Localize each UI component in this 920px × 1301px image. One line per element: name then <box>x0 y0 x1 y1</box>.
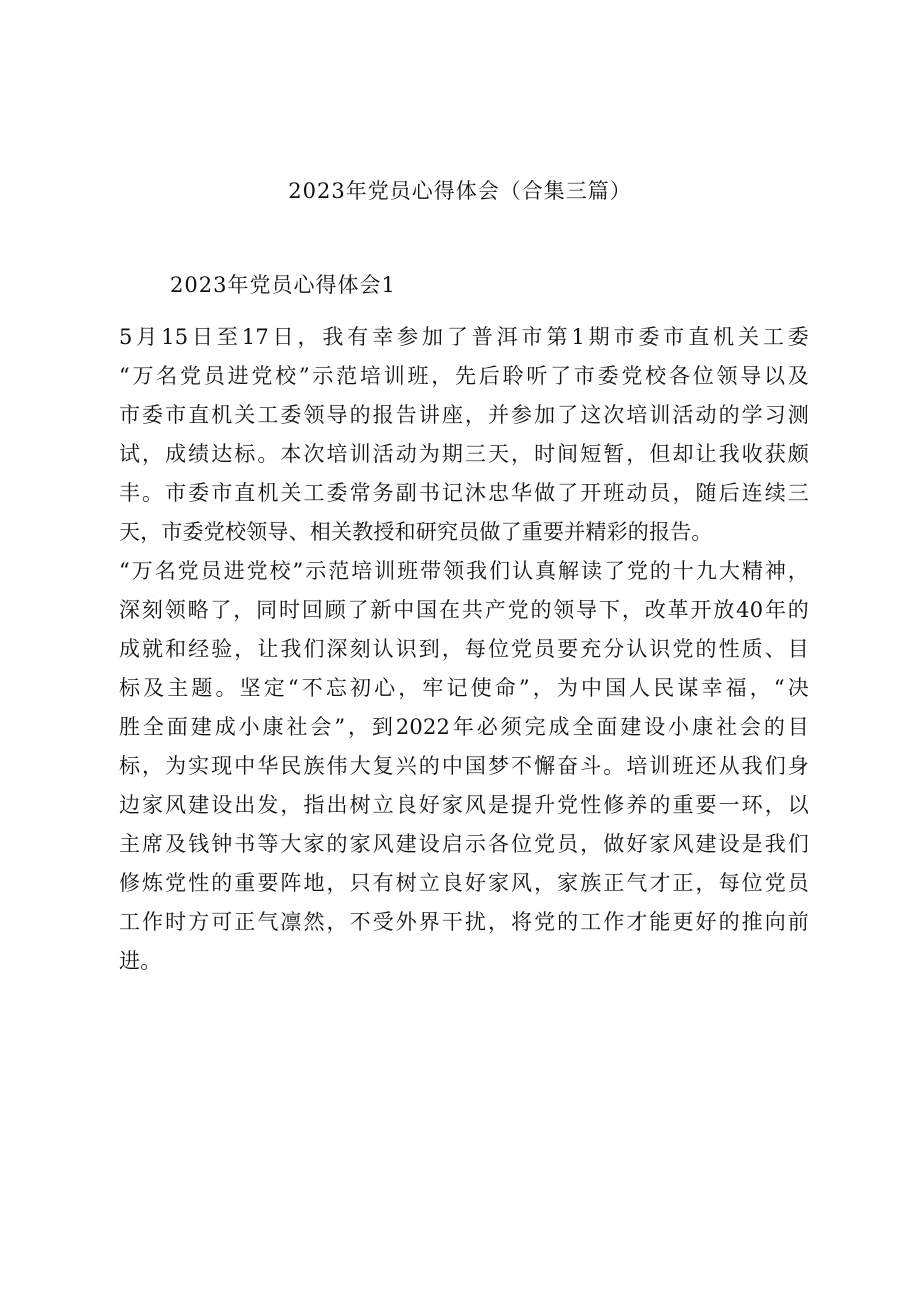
body-line: 工作时方可正气凛然，不受外界干扰，将党的工作才能更好的推向前 <box>119 910 809 934</box>
body-line: 标及主题。坚定“不忘初心，牢记使命”，为中国人民谋幸福，“决 <box>119 676 809 700</box>
body-line: 成就和经验，让我们深刻认识到，每位党员要充分认识党的性质、目 <box>119 637 809 661</box>
body-line: 5月15日至17日，我有幸参加了普洱市第1期市委市直机关工委 <box>119 325 809 349</box>
body-line: 边家风建设出发，指出树立良好家风是提升党性修养的重要一环，以 <box>119 793 809 817</box>
body-line: 试，成绩达标。本次培训活动为期三天，时间短暂，但却让我收获颇 <box>119 442 809 466</box>
body-line: 丰。市委市直机关工委常务副书记沐忠华做了开班动员，随后连续三 <box>119 481 809 505</box>
body-line: 主席及钱钟书等大家的家风建设启示各位党员，做好家风建设是我们 <box>119 832 809 856</box>
body-line: 进。 <box>119 949 162 973</box>
body-line: “万名党员进党校”示范培训班带领我们认真解读了党的十九大精神， <box>119 559 809 583</box>
document-title: 2023年党员心得体会（合集三篇） <box>288 179 632 203</box>
body-paragraph <box>119 318 809 981</box>
body-line: 深刻领略了，同时回顾了新中国在共产党的领导下，改革开放40年的 <box>119 598 809 622</box>
body-line: 胜全面建成小康社会”，到2022年必须完成全面建设小康社会的目 <box>119 715 809 739</box>
body-line: “万名党员进党校”示范培训班，先后聆听了市委党校各位领导以及 <box>119 364 809 388</box>
body-line: 标，为实现中华民族伟大复兴的中国梦不懈奋斗。培训班还从我们身 <box>119 754 809 778</box>
body-line: 天，市委党校领导、相关教授和研究员做了重要并精彩的报告。 <box>119 520 713 544</box>
body-line: 修炼党性的重要阵地，只有树立良好家风，家族正气才正，每位党员 <box>119 871 809 895</box>
body-line: 市委市直机关工委领导的报告讲座，并参加了这次培训活动的学习测 <box>119 403 809 427</box>
section-heading: 2023年党员心得体会1 <box>170 273 396 297</box>
